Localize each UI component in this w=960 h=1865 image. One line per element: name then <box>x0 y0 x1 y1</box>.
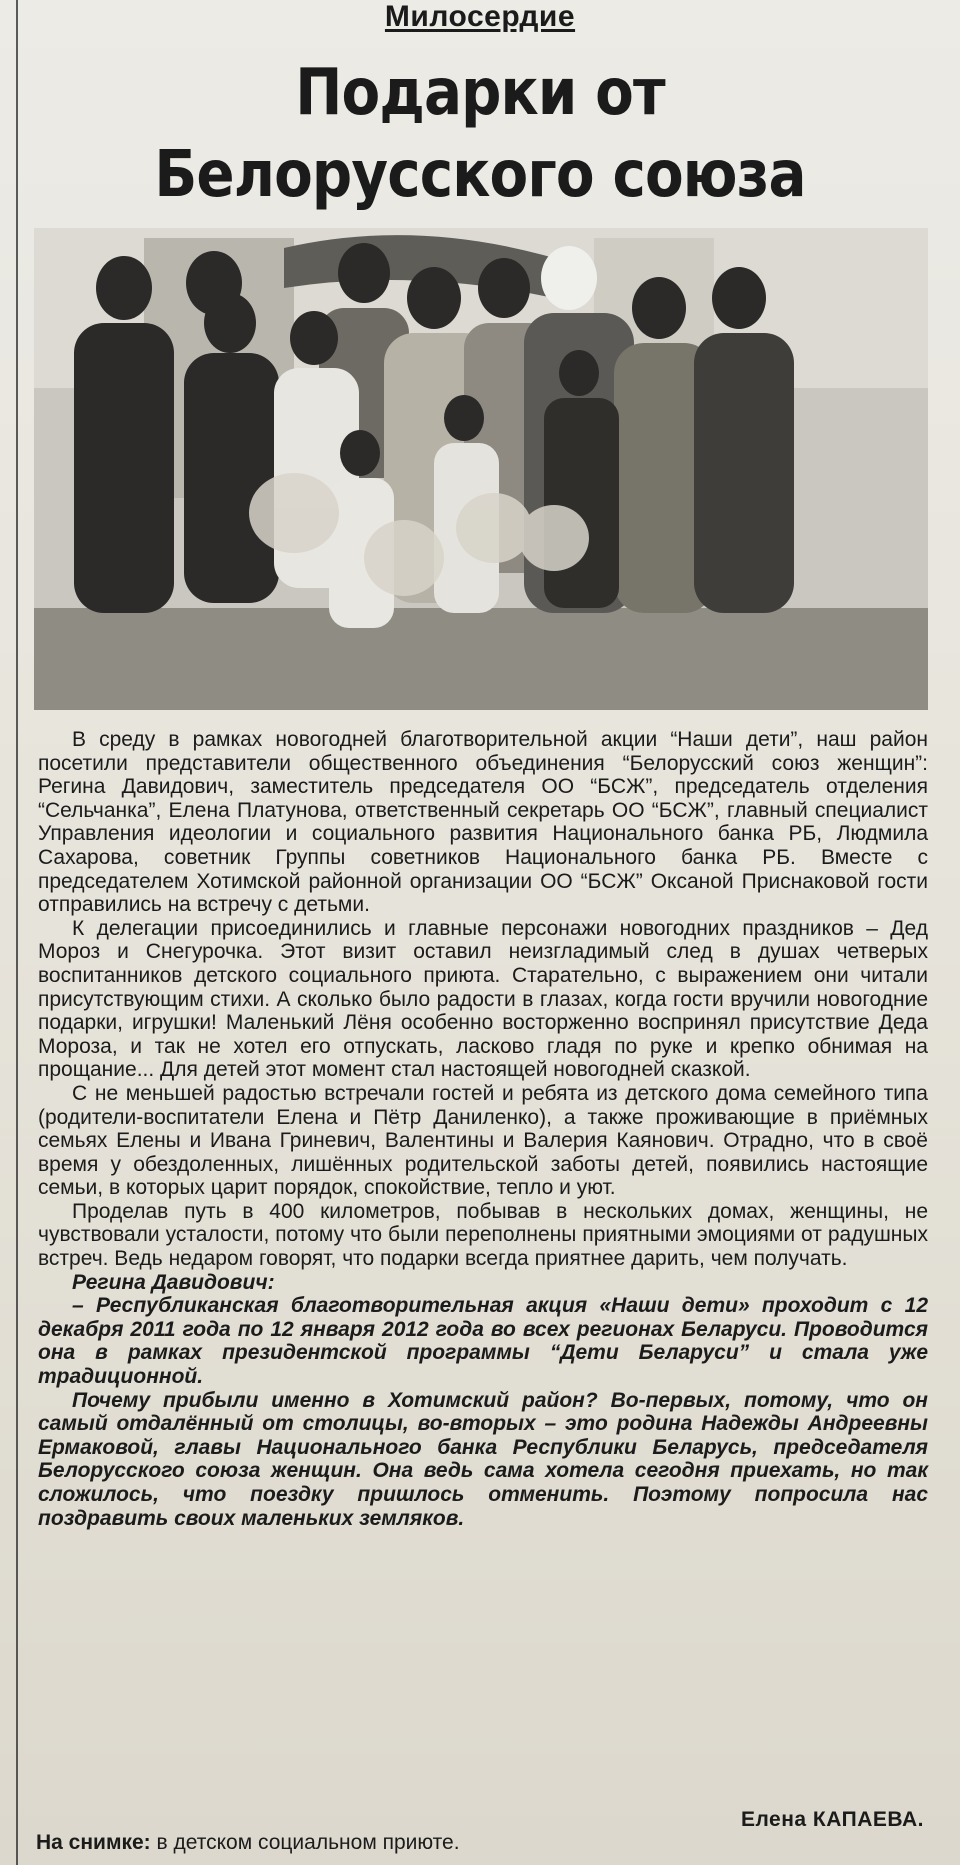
paragraph: К делегации присоединились и главные персонажи новогодних праздников – Дед Мороз и Снегурочка. Этот визит оставил неизгладимый след в душах четверых воспитанников детского социального приюта. Старательно, с выражением они читали присутствующим стихи. А сколько было радости в глазах, когда гости вручили новогодние подарки, игрушки! Маленький Лёня особенно восторженно воспринял присутствие Деда Мороза, и так не хотел его отпускать, ласково гладя по руке и крепко обнимая на прощание... Для детей этот момент стал настоящей новогодней сказкой. <box>38 916 928 1082</box>
caption-text: в детском социальном приюте. <box>150 1831 460 1854</box>
photo-illustration <box>34 228 928 710</box>
quote-paragraph: – Республиканская благотворительная акция «Наши дети» проходит с 12 декабря 2011 года по 12 января 2012 года во всех регионах Беларуси. Проводится она в рамках президентской программы “Дети Беларуси” и стала уже традиционной. <box>38 1294 928 1389</box>
article-body <box>38 728 928 1530</box>
paragraph: В среду в рамках новогодней благотворительной акции “Наши дети”, наш район посетили представители общественного объединения “Белорусский союз женщин”: Регина Давидович, заместитель председателя ОО “БСЖ”, председатель отделения “Сельчанка”, Елена Платунова, ответственный секретарь ОО “БСЖ”, главный специалист Управления идеологии и социального развития Национального банка РБ, Людмила Сахарова, советник Группы советников Национального банка РБ. Вместе с председателем Хотимской районной организации ОО “БСЖ” Оксаной Приснаковой гости отправились на встречу с детьми. <box>38 728 928 917</box>
paragraph: Проделав путь в 400 километров, побывав в нескольких домах, женщины, не чувствовали усталости, потому что были переполнены приятными эмоциями от радушных встреч. Ведь недаром говорят, что подарки всегда приятнее дарить, чем получать. <box>38 1199 928 1271</box>
group-photo <box>34 228 928 710</box>
photo-caption <box>36 1831 460 1855</box>
speaker-name: Регина Давидович: <box>72 1270 275 1294</box>
rubric: Милосердие <box>384 0 576 33</box>
quote-paragraph: Почему прибыли именно в Хотимский район? Во-первых, потому, что он самый отдалённый от столицы, во-вторых – это родина Надежды Андреевны Ермаковой, главы Национального банка Республики Беларусь, председателя Белорусского союза женщин. Она ведь сама хотела сегодня приехать, но так сложилось, что поездку пришлось отменить. Поэтому попросила нас поздравить своих маленьких земляков. <box>38 1388 928 1530</box>
paragraph: С не меньшей радостью встречали гостей и ребята из детского дома семейного типа (родители-воспитатели Елена и Пётр Даниленко), а также проживающие в приёмных семьях Елены и Ивана Гриневич, Валентины и Валерия Каянович. Отрадно, что в своё время у обездоленных, лишённых родительской заботы детей, появились настоящие семьи, в которых царит порядок, спокойствие, тепло и уют. <box>38 1081 928 1200</box>
caption-lead: На снимке: <box>36 1831 151 1854</box>
column-rule <box>16 0 18 1865</box>
author-byline: Елена КАПАЕВА. <box>740 1808 924 1831</box>
headline: Подарки от Белорусского союза <box>154 56 806 212</box>
